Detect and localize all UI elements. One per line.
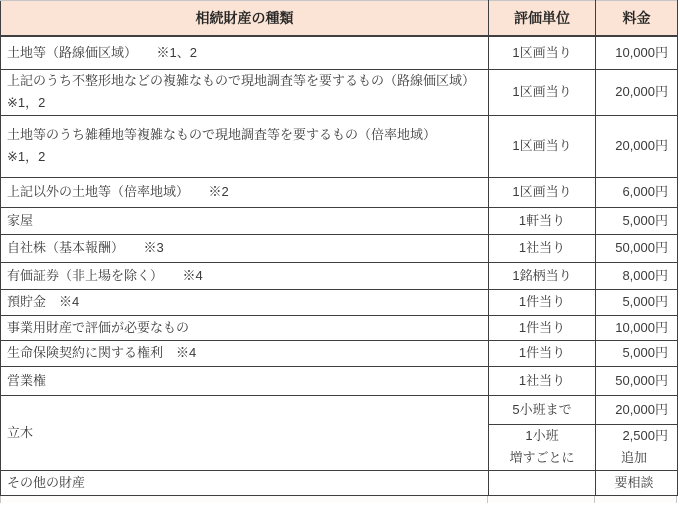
table-row (1, 234, 678, 262)
unit-cell: 1社当り (489, 366, 596, 395)
property-cell: 立木 (1, 395, 489, 470)
property-cell: その他の財産 (1, 470, 489, 495)
fee-cell: 5,000円 (596, 289, 678, 315)
table-header-row (1, 1, 678, 37)
property-cell: 上記以外の土地等（倍率地域） ※2 (1, 177, 489, 207)
fee-cell: 要相談 (596, 470, 678, 495)
fee-cell: 10,000円 (596, 315, 678, 340)
table-row (1, 115, 678, 177)
unit-cell: 1銘柄当り (489, 262, 596, 289)
fee-cell: 20,000円 (596, 395, 678, 424)
table-row (1, 470, 678, 495)
fee-cell: 5,000円 (596, 340, 678, 366)
unit-cell: 1件当り (489, 315, 596, 340)
unit-cell: 1区画当り (489, 36, 596, 69)
table-row (1, 366, 678, 395)
unit-cell (489, 470, 596, 495)
fee-table-body (1, 36, 678, 495)
property-cell: 土地等のうち雑種地等複雑なもので現地調査等を要するもの（倍率地域） ※1，2 (1, 115, 489, 177)
unit-cell: 1社当り (489, 234, 596, 262)
table-row (1, 69, 678, 115)
table-row (1, 177, 678, 207)
fee-cell: 20,000円 (596, 115, 678, 177)
fee-cell: 5,000円 (596, 207, 678, 234)
unit-cell: 1区画当り (489, 115, 596, 177)
fee-cell: 2,500円 追加 (596, 424, 678, 470)
property-cell: 自社株（基本報酬） ※3 (1, 234, 489, 262)
property-cell: 生命保険契約に関する権利 ※4 (1, 340, 489, 366)
table-row (1, 395, 678, 424)
table-bottom-partial-row (0, 496, 677, 503)
property-cell: 土地等（路線価区域） ※1、2 (1, 36, 489, 69)
fee-cell: 10,000円 (596, 36, 678, 69)
property-cell: 有価証券（非上場を除く） ※4 (1, 262, 489, 289)
table-row (1, 207, 678, 234)
unit-cell: 1件当り (489, 340, 596, 366)
table-row (1, 289, 678, 315)
unit-cell: 1区画当り (489, 69, 596, 115)
table-row (1, 315, 678, 340)
fee-cell: 50,000円 (596, 366, 678, 395)
property-cell: 上記のうち不整形地などの複雑なもので現地調査等を要するもの（路線価区域） ※1，2 (1, 69, 489, 115)
fee-cell: 8,000円 (596, 262, 678, 289)
property-cell: 家屋 (1, 207, 489, 234)
property-cell: 預貯金 ※4 (1, 289, 489, 315)
fee-cell: 6,000円 (596, 177, 678, 207)
unit-cell: 1軒当り (489, 207, 596, 234)
table-row (1, 340, 678, 366)
partial-cell-property (1, 496, 488, 503)
fee-cell: 50,000円 (596, 234, 678, 262)
header-property-type: 相続財産の種類 (1, 1, 489, 37)
header-unit: 評価単位 (489, 1, 596, 37)
property-cell: 営業権 (1, 366, 489, 395)
table-row (1, 262, 678, 289)
fee-cell: 20,000円 (596, 69, 678, 115)
table-row (1, 36, 678, 69)
unit-cell: 1小班 増すごとに (489, 424, 596, 470)
partial-cell-fee (595, 496, 676, 503)
header-fee: 料金 (596, 1, 678, 37)
unit-cell: 1区画当り (489, 177, 596, 207)
unit-cell: 1件当り (489, 289, 596, 315)
unit-cell: 5小班まで (489, 395, 596, 424)
property-cell: 事業用財産で評価が必要なもの (1, 315, 489, 340)
partial-cell-unit (488, 496, 595, 503)
